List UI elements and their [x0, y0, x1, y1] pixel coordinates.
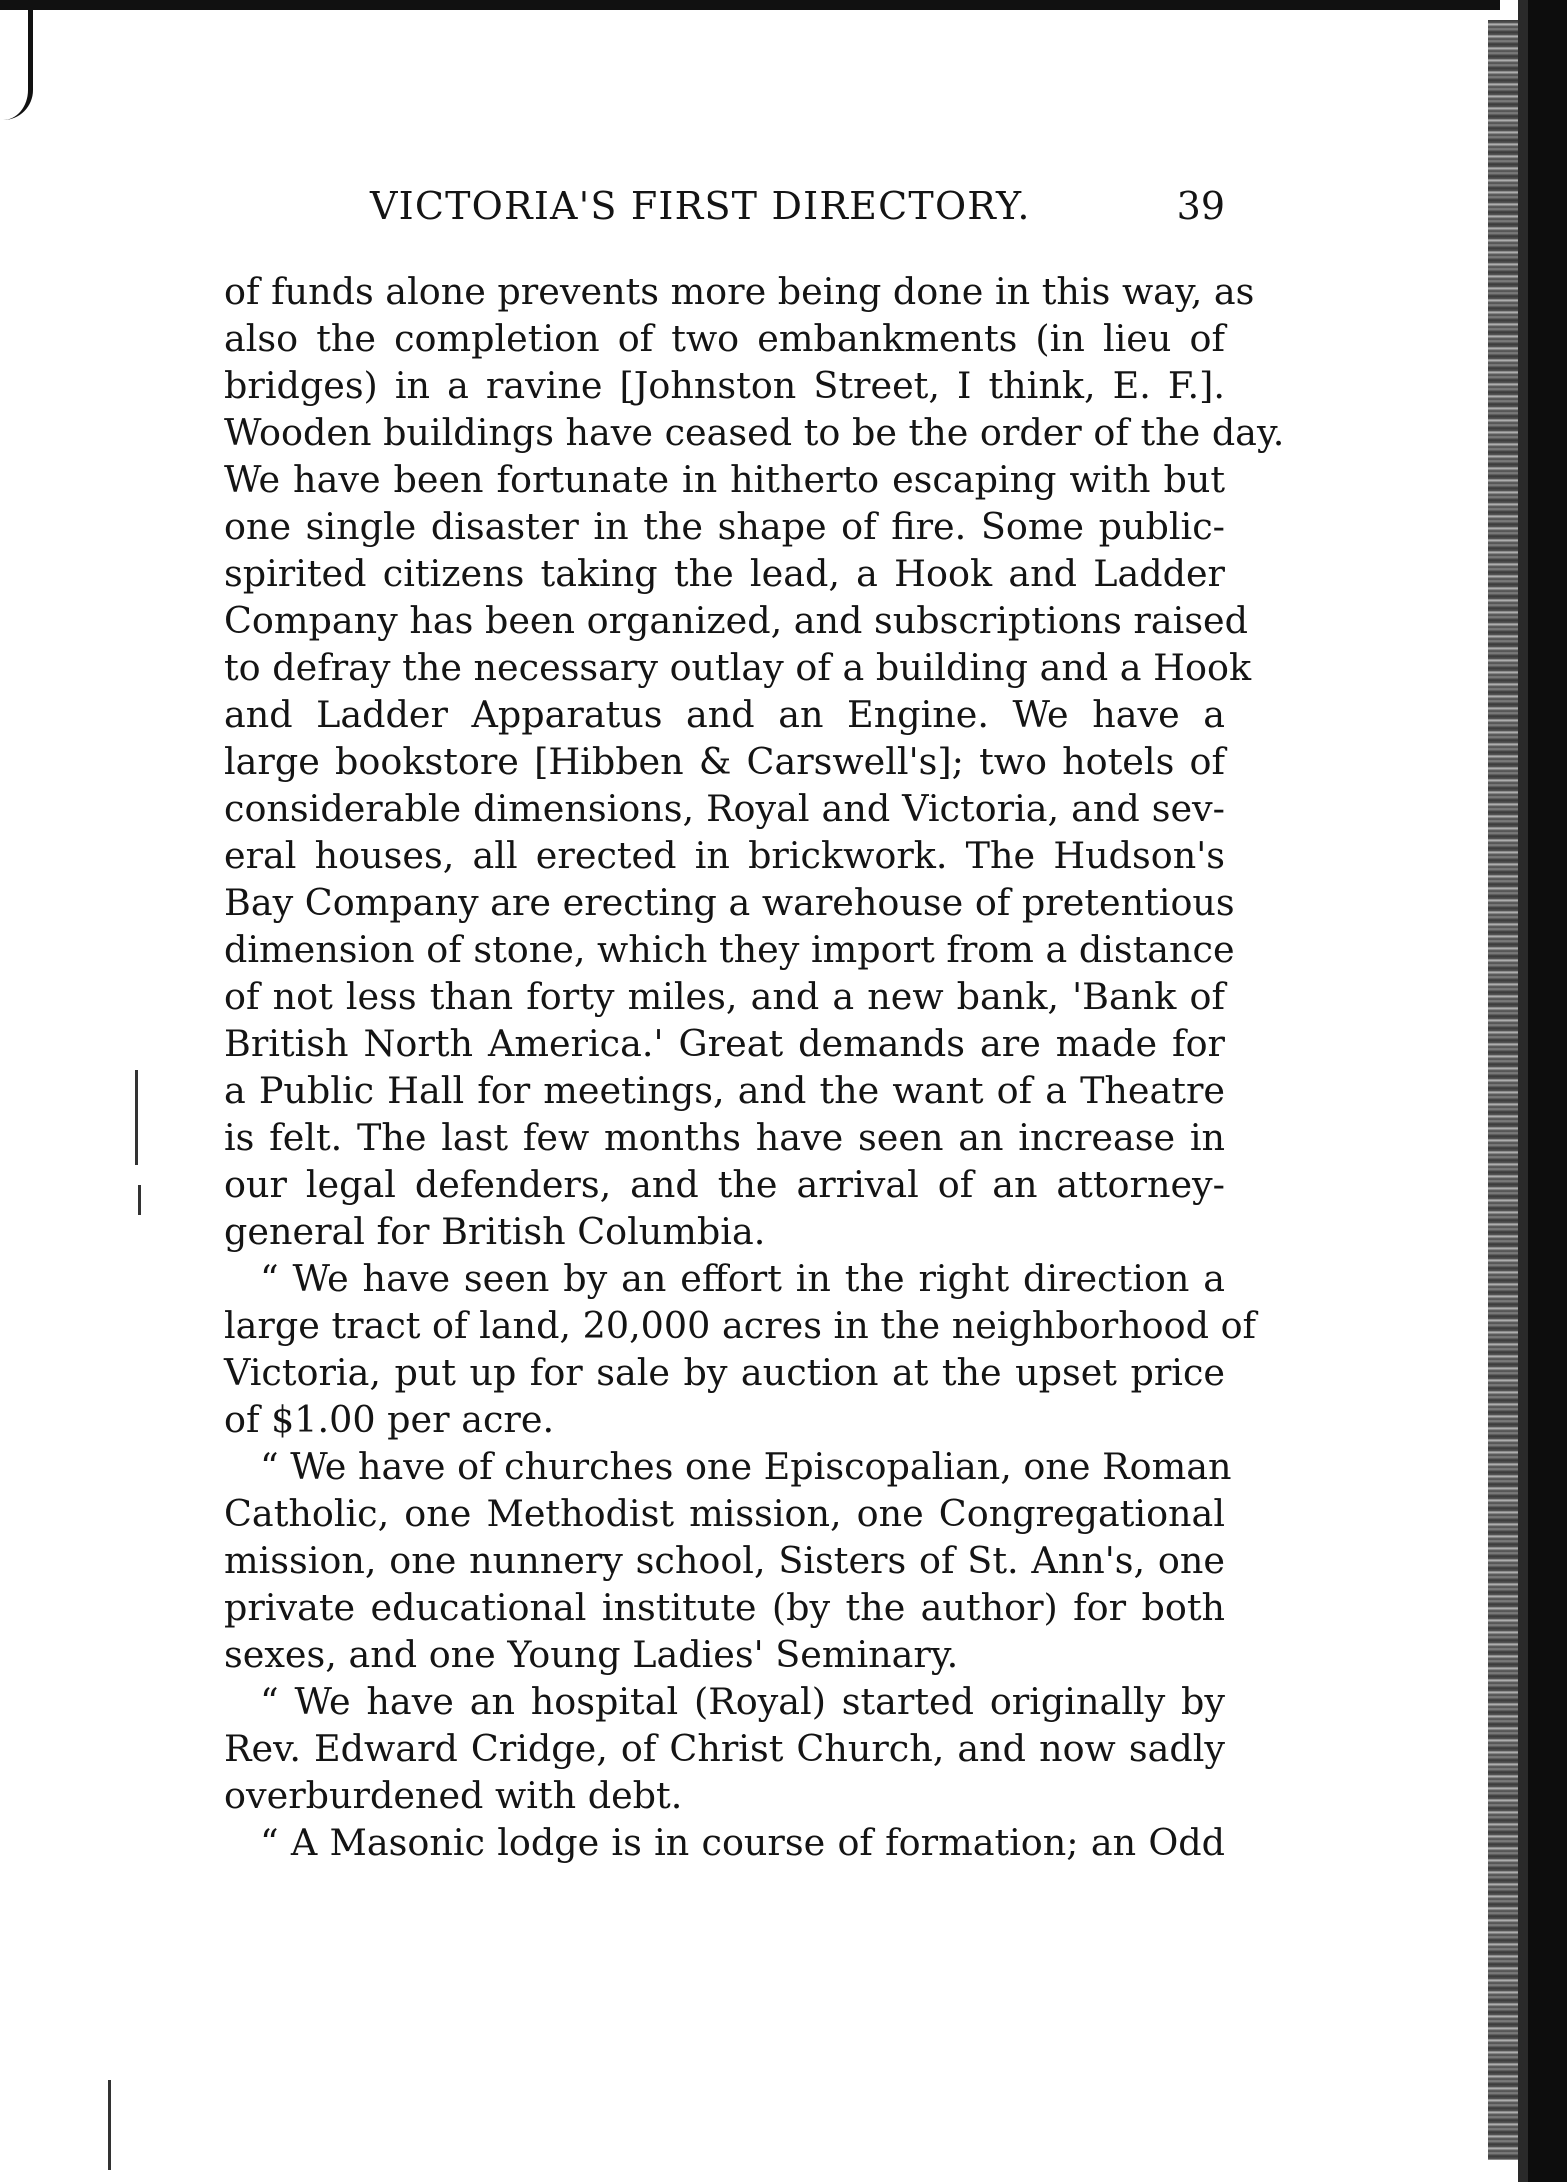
running-head: [224, 178, 1225, 234]
text-line: British North America.' Great demands are made for: [224, 1022, 1225, 1065]
text-line: Bay Company are erecting a warehouse of pretentious: [224, 881, 1235, 924]
text-line: mission, one nunnery school, Sisters of St. Ann's, one: [224, 1539, 1225, 1582]
text-line: considerable dimensions, Royal and Victoria, and sev-: [224, 787, 1225, 830]
text-line: Company has been organized, and subscriptions raised: [224, 599, 1249, 642]
text-line: “ We have an hospital (Royal) started originally by: [260, 1680, 1225, 1723]
text-line: Wooden buildings have ceased to be the order of the day.: [224, 411, 1285, 454]
scan-edge-right-texture: [1488, 20, 1518, 2160]
text-line: to defray the necessary outlay of a building and a Hook: [224, 646, 1252, 689]
text-line: of funds alone prevents more being done in this way, as: [224, 270, 1255, 313]
text-line: eral houses, all erected in brickwork. The Hudson's: [224, 834, 1225, 877]
margin-mark: [138, 1185, 141, 1215]
text-line: “ A Masonic lodge is in course of formation; an Odd: [260, 1821, 1225, 1864]
text-line: Victoria, put up for sale by auction at the upset price: [224, 1351, 1225, 1394]
text-line: a Public Hall for meetings, and the want of a Theatre: [224, 1069, 1225, 1112]
body-text: [224, 268, 1285, 1866]
text-line: general for British Columbia.: [224, 1210, 766, 1253]
margin-mark: [135, 1070, 138, 1165]
text-line: bridges) in a ravine [Johnston Street, I think, E. F.].: [224, 364, 1225, 407]
text-line: of $1.00 per acre.: [224, 1398, 555, 1441]
text-line: “ We have of churches one Episcopalian, one Roman: [260, 1445, 1232, 1488]
text-line: sexes, and one Young Ladies' Seminary.: [224, 1633, 959, 1676]
paragraph: [224, 1819, 1225, 1866]
margin-mark: [108, 2080, 111, 2170]
text-line: private educational institute (by the author) for both: [224, 1586, 1225, 1629]
paragraph: [224, 1678, 1225, 1819]
text-line: also the completion of two embankments (in lieu of: [224, 317, 1225, 360]
text-line: Catholic, one Methodist mission, one Congregational: [224, 1492, 1225, 1535]
page-number: 39: [1176, 184, 1225, 228]
running-title: VICTORIA'S FIRST DIRECTORY.: [370, 184, 1031, 228]
text-line: dimension of stone, which they import from a distance: [224, 928, 1235, 971]
text-line: our legal defenders, and the arrival of an attorney-: [224, 1163, 1225, 1206]
paragraph: [224, 1443, 1232, 1678]
text-line: We have been fortunate in hitherto escaping with but: [224, 458, 1225, 501]
text-line: spirited citizens taking the lead, a Hook and Ladder: [224, 552, 1225, 595]
text-line: large tract of land, 20,000 acres in the neighborhood of: [224, 1304, 1257, 1347]
text-line: and Ladder Apparatus and an Engine. We have a: [224, 693, 1225, 736]
text-line: one single disaster in the shape of fire. Some public-: [224, 505, 1225, 548]
paragraph: [224, 1255, 1257, 1443]
scan-edge-right-gap: [1518, 0, 1528, 2182]
text-line: Rev. Edward Cridge, of Christ Church, and now sadly: [224, 1727, 1225, 1770]
scan-edge-corner: [0, 0, 33, 120]
text-line: large bookstore [Hibben & Carswell's]; two hotels of: [224, 740, 1225, 783]
text-line: of not less than forty miles, and a new bank, 'Bank of: [224, 975, 1225, 1018]
paragraph: [224, 268, 1285, 1255]
scan-edge-right: [1528, 0, 1567, 2182]
text-line: “ We have seen by an effort in the right direction a: [260, 1257, 1225, 1300]
text-line: overburdened with debt.: [224, 1774, 683, 1817]
text-line: is felt. The last few months have seen an increase in: [224, 1116, 1225, 1159]
scan-edge-top: [0, 0, 1500, 10]
